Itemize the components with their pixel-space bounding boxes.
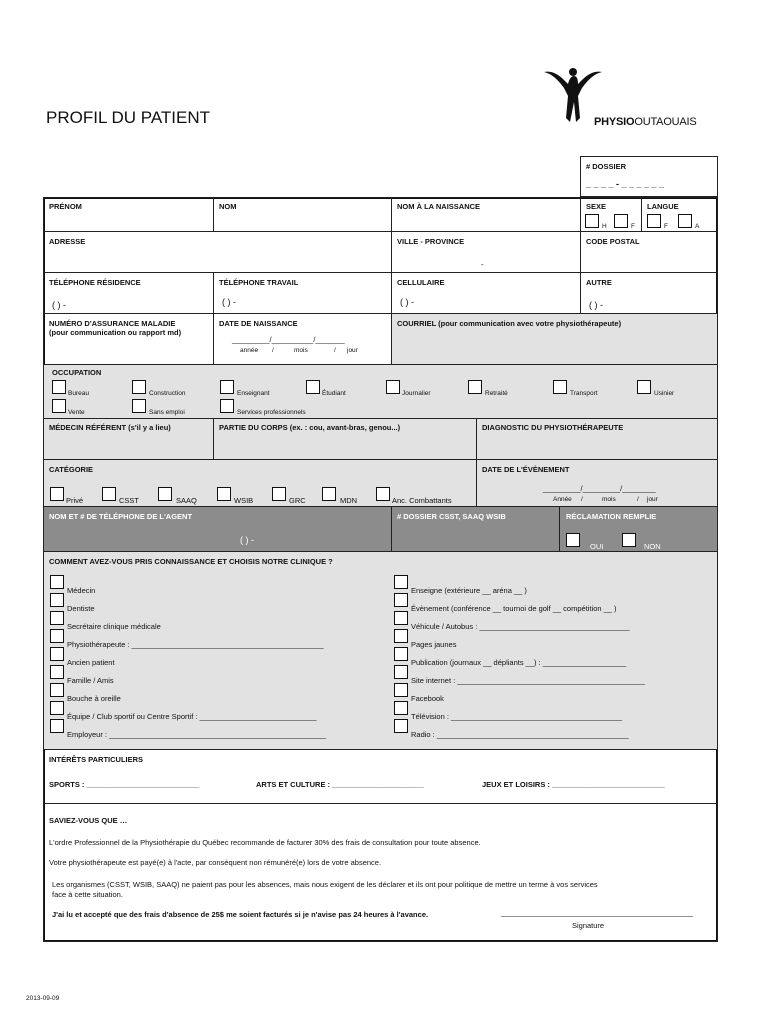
source-right-label-1: Évènement (conférence __ tournoi de golf __ compétition __ ) — [411, 604, 617, 613]
categorie-prive-label: Privé — [66, 496, 84, 505]
medecin-field[interactable] — [43, 418, 214, 460]
ville-dash: - — [481, 260, 484, 269]
sexe-label: SEXE — [586, 202, 607, 211]
occupation-etudiant-checkbox[interactable] — [306, 380, 320, 394]
autre-format: ( ) - — [589, 300, 603, 310]
source-right-label-3: Pages jaunes — [411, 640, 457, 649]
nom-field[interactable] — [213, 197, 392, 232]
source-right-label-5: Site internet : _____________________________________________ — [411, 676, 645, 685]
comment-question: COMMENT AVEZ-VOUS PRIS CONNAISSANCE ET CHOISIS NOTRE CLINIQUE ? — [49, 557, 333, 566]
categorie-saaq-checkbox[interactable] — [158, 487, 172, 501]
saviez-paragraph-3a: Les organismes (CSST, WSIB, SAAQ) ne paient pas pour les absences, mais nous exigent de les déclarer et ils ont pour politique de mettre un terme à vos services — [52, 880, 598, 889]
categorie-saaq-label: SAAQ — [176, 496, 197, 505]
occupation-retraite-checkbox[interactable] — [468, 380, 482, 394]
occupation-construction-checkbox[interactable] — [132, 380, 146, 394]
saviez-section — [43, 803, 718, 942]
categorie-mdn-label: MDN — [340, 496, 358, 505]
occupation-transport-checkbox[interactable] — [553, 380, 567, 394]
signature-label: Signature — [572, 921, 605, 930]
code-postal-label: CODE POSTAL — [586, 237, 640, 246]
courriel-field[interactable] — [391, 313, 718, 365]
source-right-label-4: Publication (journaux __ dépliants __) : ____________________ — [411, 658, 627, 667]
tel-travail-field[interactable] — [213, 272, 392, 314]
diagnostic-label: DIAGNOSTIC DU PHYSIOTHÉRAPEUTE — [482, 423, 624, 432]
saviez-paragraph-2: Votre physiothérapeute est payé(e) à l'acte, par conséquent non rémunéré(e) lors de votre absence. — [49, 858, 382, 867]
logo-wordmark: PHYSIOOUTAOUAIS — [594, 116, 697, 128]
occupation-vente-checkbox[interactable] — [52, 399, 66, 413]
medecin-label: MÉDECIN RÉFÉRENT (s'il y a lieu) — [49, 423, 171, 432]
categorie-anc-combattants-label: Anc. Combattants — [392, 496, 452, 505]
source-right-label-8: Radio : ______________________________________________ — [411, 730, 629, 739]
date-evenement-label: DATE DE L'ÉVÈNEMENT — [482, 465, 570, 474]
sexe-h-label: H — [602, 223, 607, 230]
langue-label: LANGUE — [647, 202, 679, 211]
langue-f-label: F — [664, 223, 668, 230]
source-left-checkbox-5[interactable] — [50, 665, 64, 679]
annee-label: année — [240, 347, 259, 354]
source-left-label-8: Employeur : ____________________________________________________ — [67, 730, 326, 739]
code-postal-field[interactable] — [580, 231, 718, 273]
dossier-box — [580, 156, 718, 197]
langue-a-label: A — [695, 223, 700, 230]
jour-label: jour — [347, 347, 358, 354]
source-left-checkbox-7[interactable] — [50, 701, 64, 715]
source-right-checkbox-8[interactable] — [394, 719, 408, 733]
occupation-services-checkbox[interactable] — [220, 399, 234, 413]
source-left-label-2: Secrétaire clinique médicale — [67, 622, 161, 631]
source-right-checkbox-0[interactable] — [394, 575, 408, 589]
categorie-wsib-label: WSIB — [234, 496, 254, 505]
langue-f-checkbox[interactable] — [647, 214, 661, 228]
occupation-label: OCCUPATION — [52, 368, 102, 377]
source-left-label-6: Bouche à oreille — [67, 694, 121, 703]
evenement-slash-1: / — [581, 496, 583, 503]
source-right-checkbox-3[interactable] — [394, 629, 408, 643]
occupation-vente-label: Vente — [68, 409, 85, 416]
slash-1: / — [272, 347, 274, 354]
nom-naissance-field[interactable] — [391, 197, 581, 232]
ville-label: VILLE - PROVINCE — [397, 237, 465, 246]
adresse-field[interactable] — [43, 231, 392, 273]
prenom-label: PRÉNOM — [49, 202, 82, 211]
evenement-slash-2: / — [637, 496, 639, 503]
source-left-checkbox-2[interactable] — [50, 611, 64, 625]
categorie-label: CATÉGORIE — [49, 465, 94, 474]
reclamation-oui-checkbox[interactable] — [566, 533, 580, 547]
occupation-journalier-checkbox[interactable] — [386, 380, 400, 394]
nam-sublabel: (pour communication ou rapport md) — [49, 328, 182, 337]
diagnostic-field[interactable] — [476, 418, 718, 460]
nom-naissance-label: NOM À LA NAISSANCE — [397, 202, 481, 211]
langue-field — [641, 197, 718, 232]
tel-residence-format: ( ) - — [52, 300, 66, 310]
tel-travail-label: TÉLÉPHONE TRAVAIL — [219, 278, 299, 287]
evenement-annee-label: Année — [553, 496, 572, 503]
categorie-prive-checkbox[interactable] — [50, 487, 64, 501]
langue-a-checkbox[interactable] — [678, 214, 692, 228]
reclamation-label: RÉCLAMATION REMPLIE — [566, 512, 657, 521]
dossier-number-field[interactable]: _ _ _ _ - _ _ _ _ _ _ — [586, 179, 665, 189]
occupation-usinier-checkbox[interactable] — [637, 380, 651, 394]
occupation-enseignant-checkbox[interactable] — [220, 380, 234, 394]
reclamation-non-checkbox[interactable] — [622, 533, 636, 547]
source-right-label-7: Télévision : _________________________________________ — [411, 712, 623, 721]
adresse-label: ADRESSE — [49, 237, 86, 246]
occupation-construction-label: Construction — [149, 390, 186, 397]
source-left-checkbox-3[interactable] — [50, 629, 64, 643]
autre-field[interactable] — [580, 272, 718, 314]
occupation-bureau-label: Bureau — [68, 390, 89, 397]
ville-field[interactable] — [391, 231, 581, 273]
source-right-checkbox-6[interactable] — [394, 683, 408, 697]
saviez-paragraph-1: L'ordre Professionnel de la Physiothérapie du Québec recommande de facturer 30% des frais de consultation pour toute absence. — [49, 838, 481, 847]
prenom-field[interactable] — [43, 197, 214, 232]
source-left-label-0: Médecin — [67, 586, 96, 595]
date-naissance-label: DATE DE NAISSANCE — [219, 319, 298, 328]
evenement-mois-label: mois — [602, 496, 616, 503]
source-right-label-6: Facebook — [411, 694, 444, 703]
categorie-anc-combattants-checkbox[interactable] — [376, 487, 390, 501]
source-left-label-5: Famille / Amis — [67, 676, 114, 685]
accept-statement: J'ai lu et accepté que des frais d'absence de 25$ me soient facturés si je n'avise pas 24 heures à l'avance. — [52, 910, 429, 919]
tel-residence-label: TÉLÉPHONE RÉSIDENCE — [49, 278, 141, 287]
interets-label: INTÉRÊTS PARTICULIERS — [49, 755, 144, 764]
source-right-label-2: Véhicule / Autobus : ____________________________________ — [411, 622, 630, 631]
occupation-sans-emploi-label: Sans emploi — [149, 409, 185, 416]
categorie-mdn-checkbox[interactable] — [322, 487, 336, 501]
source-right-checkbox-7[interactable] — [394, 701, 408, 715]
categorie-wsib-checkbox[interactable] — [217, 487, 231, 501]
nam-label: NUMÉRO D'ASSURANCE MALADIE — [49, 319, 176, 328]
categorie-section — [43, 459, 477, 507]
source-right-checkbox-1[interactable] — [394, 593, 408, 607]
agent-field[interactable] — [43, 506, 392, 552]
source-right-checkbox-4[interactable] — [394, 647, 408, 661]
arts-field[interactable]: ARTS ET CULTURE : ______________________ — [256, 780, 424, 789]
evenement-jour-label: jour — [647, 496, 658, 503]
sexe-f-checkbox[interactable] — [614, 214, 628, 228]
saviez-label: SAVIEZ-VOUS QUE … — [49, 816, 128, 825]
sports-field[interactable]: SPORTS : ___________________________ — [49, 780, 200, 789]
occupation-usinier-label: Usinier — [654, 390, 675, 397]
source-left-checkbox-4[interactable] — [50, 647, 64, 661]
categorie-csst-checkbox[interactable] — [102, 487, 116, 501]
source-left-checkbox-1[interactable] — [50, 593, 64, 607]
reclamation-field — [559, 506, 718, 552]
occupation-etudiant-label: Étudiant — [322, 390, 346, 397]
date-naissance-field[interactable] — [213, 313, 392, 365]
date-naissance-line: _________/__________/_______ — [232, 335, 345, 344]
source-left-label-7: Équipe / Club sportif ou Centre Sportif : ____________________________ — [67, 712, 317, 721]
source-left-label-1: Dentiste — [67, 604, 95, 613]
tel-travail-format: ( ) - — [222, 297, 236, 307]
source-left-checkbox-6[interactable] — [50, 683, 64, 697]
dossier-csst-label: # DOSSIER CSST, SAAQ WSIB — [397, 512, 506, 521]
nam-field[interactable] — [43, 313, 214, 365]
categorie-grc-checkbox[interactable] — [272, 487, 286, 501]
agent-label: NOM ET # DE TÉLÉPHONE DE L'AGENT — [49, 512, 193, 521]
occupation-journalier-label: Journalier — [402, 390, 431, 397]
occupation-transport-label: Transport — [570, 390, 598, 397]
date-evenement-line: _________/_________/________ — [543, 484, 656, 493]
reclamation-oui-label: OUI — [590, 542, 604, 551]
date-evenement-field[interactable] — [476, 459, 718, 507]
slash-2: / — [334, 347, 336, 354]
reclamation-non-label: NON — [644, 542, 661, 551]
source-left-label-3: Physiothérapeute : ______________________________________________ — [67, 640, 324, 649]
dossier-label: # DOSSIER — [586, 162, 627, 171]
saviez-paragraph-3b: face à cette situation. — [52, 890, 123, 899]
cellulaire-label: CELLULAIRE — [397, 278, 445, 287]
agent-phone-format: ( ) - — [240, 535, 254, 545]
source-left-checkbox-8[interactable] — [50, 719, 64, 733]
signature-line[interactable]: ______________________________________________ — [501, 908, 693, 917]
occupation-sans-emploi-checkbox[interactable] — [132, 399, 146, 413]
dossier-csst-field[interactable] — [391, 506, 560, 552]
physio-outaouais-logo — [540, 62, 720, 132]
source-right-checkbox-2[interactable] — [394, 611, 408, 625]
occupation-section — [43, 364, 718, 419]
source-right-checkbox-5[interactable] — [394, 665, 408, 679]
occupation-bureau-checkbox[interactable] — [52, 380, 66, 394]
source-left-checkbox-0[interactable] — [50, 575, 64, 589]
page-title: PROFIL DU PATIENT — [46, 108, 211, 127]
sexe-h-checkbox[interactable] — [585, 214, 599, 228]
cellulaire-format: ( ) - — [400, 297, 414, 307]
cellulaire-field[interactable] — [391, 272, 581, 314]
partie-corps-field[interactable] — [213, 418, 477, 460]
footer-date: 2013-09-09 — [26, 995, 60, 1002]
occupation-enseignant-label: Enseignant — [237, 390, 270, 397]
source-right-label-0: Enseigne (extérieure __ aréna __ ) — [411, 586, 527, 595]
sexe-field — [580, 197, 642, 232]
categorie-grc-label: GRC — [289, 496, 306, 505]
occupation-retraite-label: Retraité — [485, 390, 508, 397]
courriel-label: COURRIEL (pour communication avec votre physiothérapeute) — [397, 319, 622, 328]
partie-corps-label: PARTIE DU CORPS (ex. : cou, avant-bras, genou...) — [219, 423, 401, 432]
occupation-services-label: Services professionnels — [237, 409, 306, 416]
nom-label: NOM — [219, 202, 237, 211]
jeux-field[interactable]: JEUX ET LOISIRS : ___________________________ — [482, 780, 665, 789]
autre-label: AUTRE — [586, 278, 612, 287]
interets-section — [43, 749, 718, 804]
source-left-label-4: Ancien patient — [67, 658, 115, 667]
tel-residence-field[interactable] — [43, 272, 214, 314]
mois-label: mois — [294, 347, 308, 354]
sexe-f-label: F — [631, 223, 635, 230]
categorie-csst-label: CSST — [119, 496, 140, 505]
